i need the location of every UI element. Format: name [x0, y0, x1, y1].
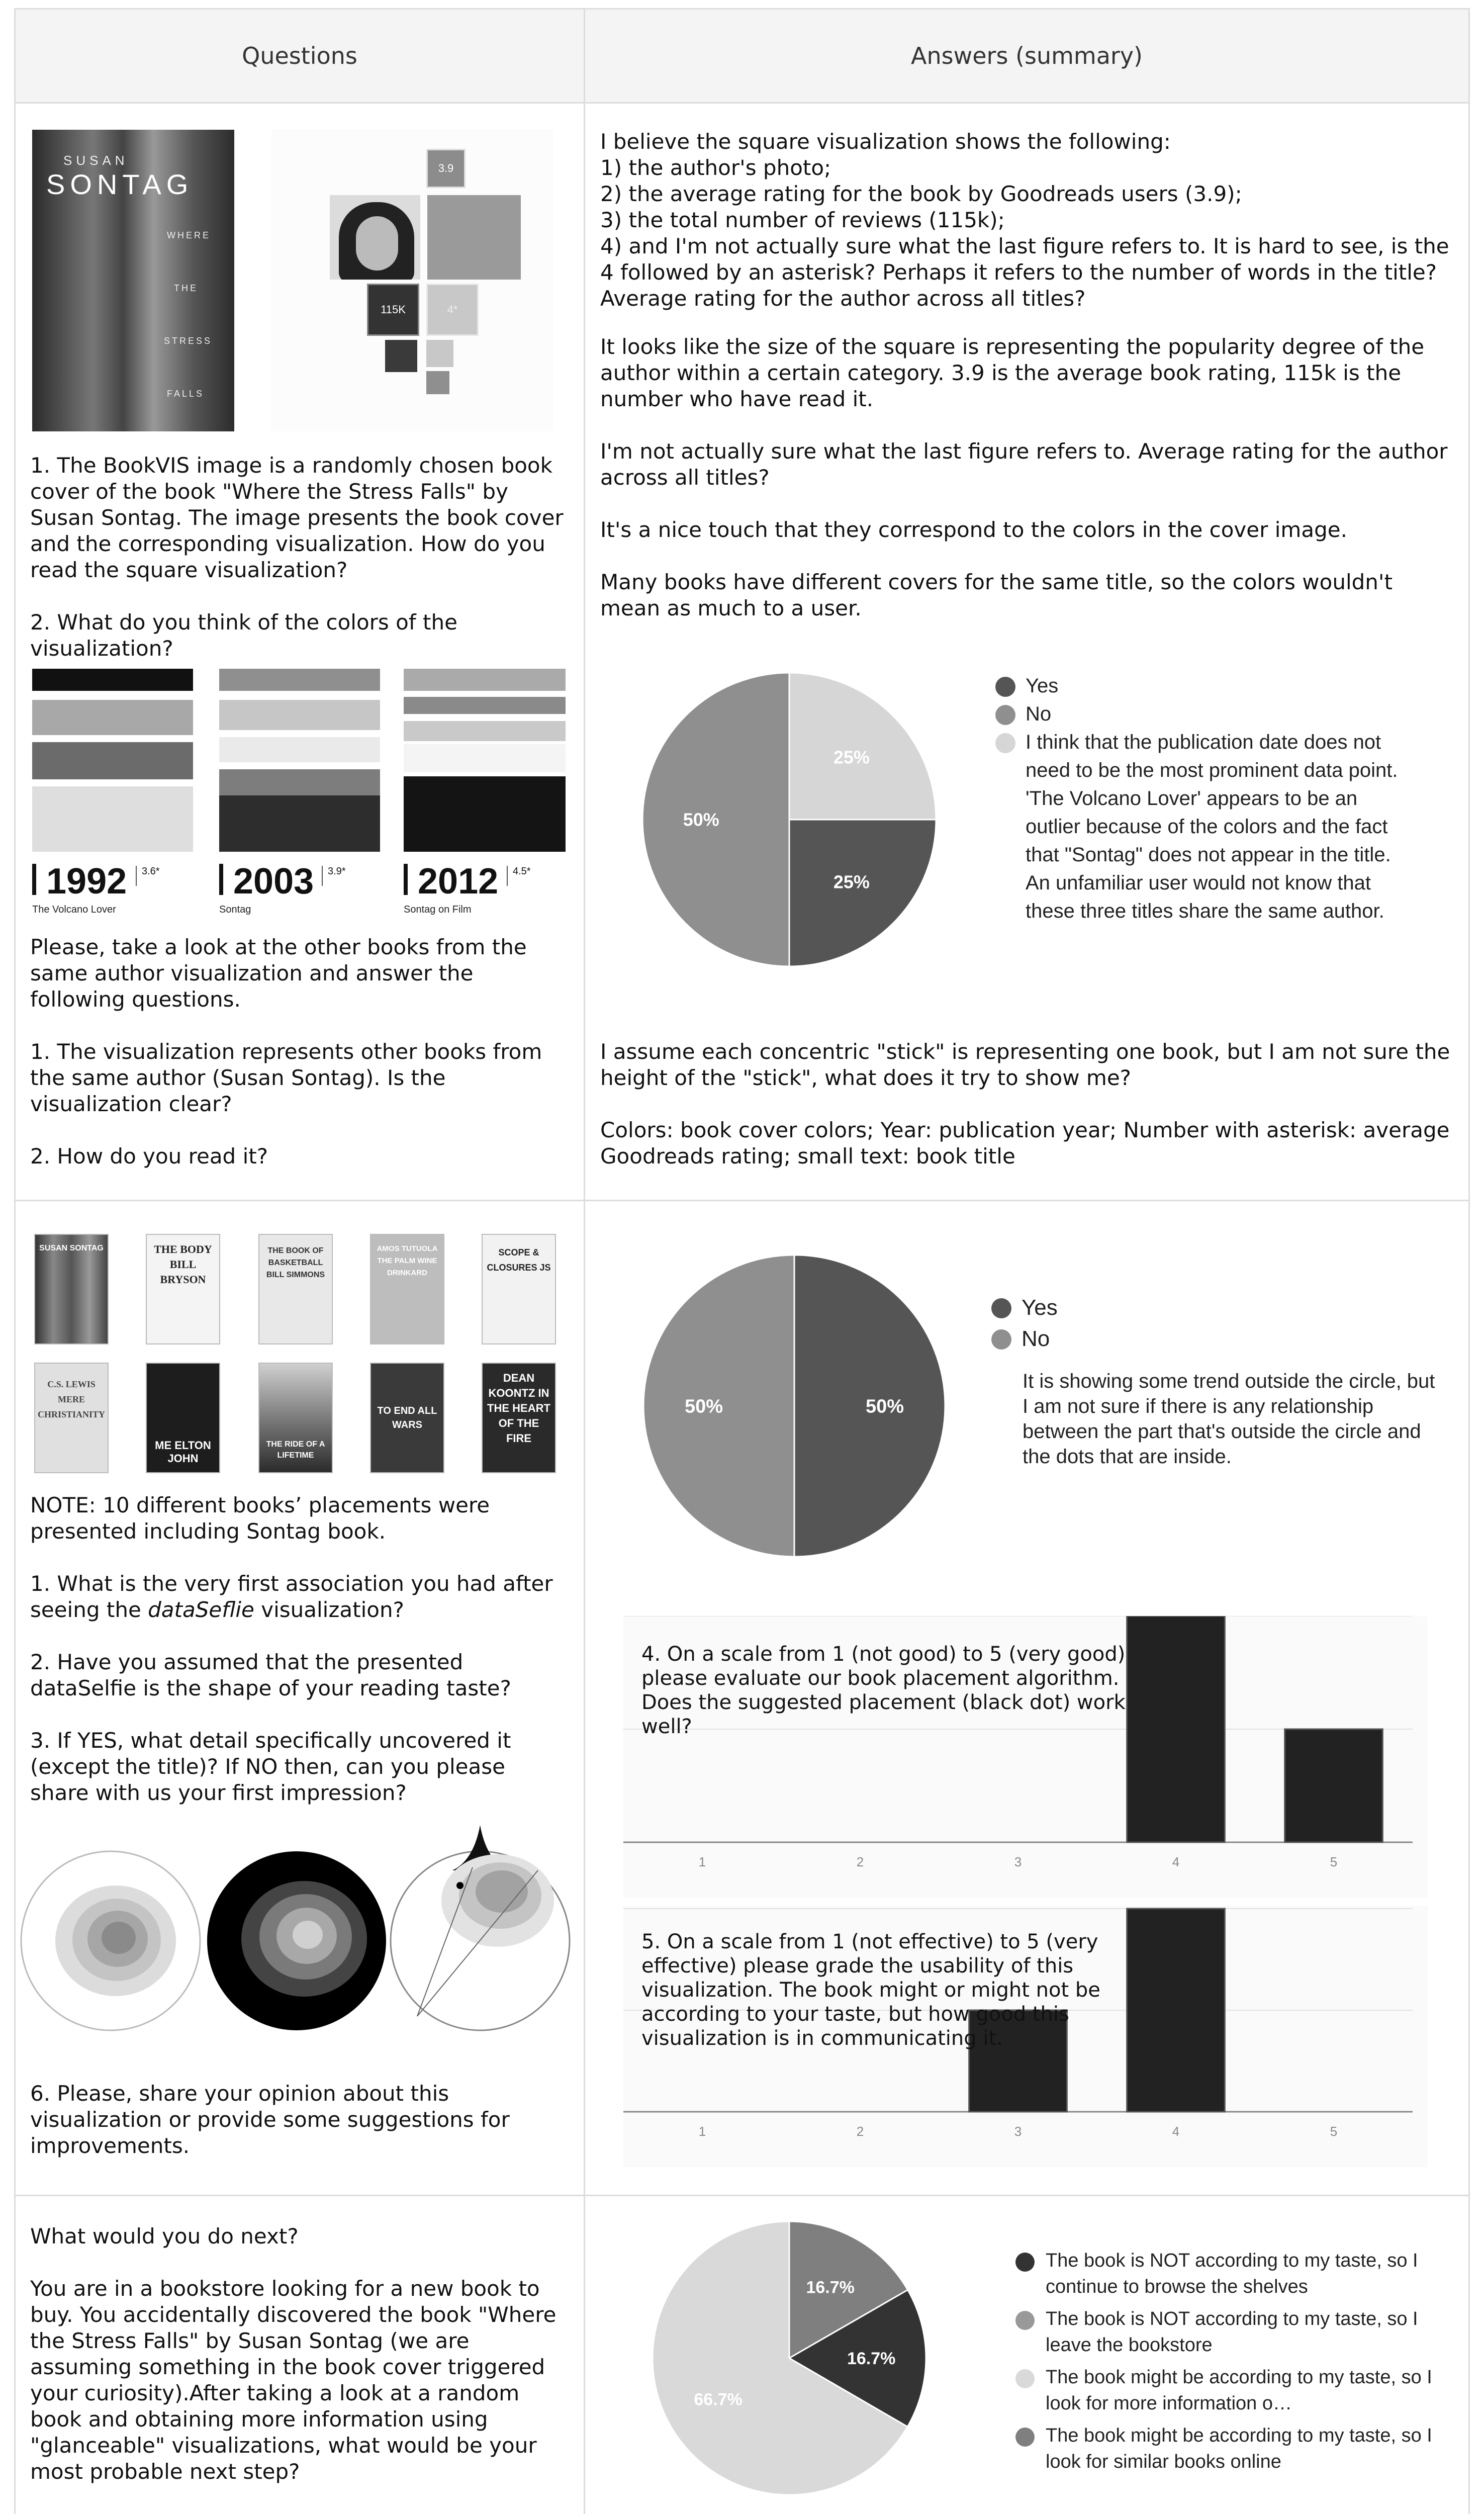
answer-stick: I assume each concentric "stick" is representing one book, but I am not sure the height of the "stick", what does it try to show me? [600, 1039, 1457, 1090]
legend-label: Yes [1022, 1295, 1058, 1320]
year-marker [404, 864, 408, 895]
thumb-label: AMOS TUTUOLA THE PALM WINE DRINKARD [377, 1244, 438, 1277]
axis-tick-label: 1 [698, 1854, 706, 1869]
pie-value-label: 16.7% [806, 2278, 855, 2297]
question-text: visualization? [254, 1597, 404, 1622]
stick-vis-2003 [219, 669, 380, 852]
pie-value-label: 50% [684, 1396, 723, 1417]
year-label: 1992 [46, 861, 127, 902]
pie-chart-association [638, 1250, 950, 1562]
legend-item [995, 700, 1408, 728]
legend-swatch [1015, 2428, 1035, 2447]
axis-tick-label: 1 [698, 2124, 706, 2139]
legend-item [1015, 2306, 1448, 2358]
book-title-label: The Volcano Lover [32, 904, 116, 915]
square-small [385, 340, 417, 372]
book-thumbnail [258, 1363, 333, 1473]
book-thumbnail [370, 1363, 444, 1473]
color-band [404, 669, 566, 691]
bar [1285, 1729, 1383, 1842]
legend-swatch [995, 705, 1015, 725]
legend-item [995, 672, 1408, 700]
pie-chart-colors [638, 669, 940, 970]
book-title-label: Sontag [219, 904, 251, 915]
square-small [426, 371, 449, 394]
square-small [426, 340, 453, 367]
thumb-label: SUSAN SONTAG [39, 1244, 104, 1252]
legend-item [991, 1292, 1429, 1323]
axis-tick-label: 4 [1172, 2124, 1180, 2139]
question-text: 1. What is the very first association you had after seeing the [30, 1571, 553, 1622]
stick-vis-1992 [32, 669, 193, 852]
thumb-label: THE RIDE OF A LIFETIME [266, 1440, 325, 1460]
pie-value-label: 25% [833, 871, 870, 892]
year-divider [507, 866, 508, 886]
stick-vis-2012 [404, 669, 566, 852]
intro-text: Please, take a look at the other books from the same author visualization and answer the following questions. [30, 935, 527, 1012]
cover-title-word: STRESS [164, 336, 213, 346]
rating-label: 3.6* [142, 866, 160, 877]
legend-label: Yes [1026, 675, 1059, 697]
year-divider [322, 866, 323, 886]
question-colors: 2. What do you think of the colors of the visualization? [30, 610, 457, 661]
question-reading-taste: 2. Have you assumed that the presented dataSelfie is the shape of your reading taste? [30, 1650, 511, 1700]
color-band [404, 744, 566, 772]
question-clear: 1. The visualization represents other books from the same author (Susan Sontag). Is the visualization clear? [30, 1039, 542, 1116]
color-band [219, 700, 380, 730]
question-square-vis: 1. The BookVIS image is a randomly chosen book cover of the book "Where the Stress Falls" by Susan Sontag. The image presents the book cover and the corresponding visualization. How do you read the square visualization? [30, 453, 564, 582]
square-visualization [271, 130, 553, 431]
book-cover [32, 130, 234, 431]
answer-different-covers: Many books have different covers for the same title, so the colors wouldn't mean as much to a user. [600, 570, 1400, 620]
answer-square-reading: I believe the square visualization shows the following: 1) the author's photo; 2) the average rating for the book by Goodreads users (3.9); 3) the total number of reviews (115k); 4) and I'm not actually sure what the last figure refers to. It is hard to see, is the 4 followed by an asterisk? Perhaps it refers to the number of words in the title? Average rating for the author across all titles? [600, 129, 1449, 311]
dataselfie-circles [20, 1820, 578, 2041]
book-thumbnail [482, 1234, 556, 1344]
bar-chart-2-title: 5. On a scale from 1 (not effective) to 5 (very effective) please grade the usability of this visualization. The book might or might not be according to your taste, but how good this visualization is in communicating it. [641, 1930, 1100, 2050]
legend-swatch [1015, 2253, 1035, 2272]
question-opinion: 6. Please, share your opinion about this visualization or provide some suggestions for improvements. [30, 2081, 510, 2158]
rating-label: 4.5* [513, 866, 531, 877]
pie-value-label: 16.7% [847, 2349, 896, 2369]
thumb-label: THE BODY BILL BRYSON [154, 1243, 212, 1286]
legend-label: The book might be according to my taste, so I look for similar books online [1046, 2425, 1432, 2472]
section2-questions [30, 1492, 568, 1832]
cover-author-line2: SONTAG [46, 168, 194, 200]
legend-label: The book is NOT according to my taste, so I continue to browse the shelves [1046, 2250, 1418, 2297]
pie-value-label: 25% [833, 747, 870, 768]
axis-tick-label: 5 [1330, 2124, 1338, 2139]
cover-author-line1: SUSAN [63, 153, 129, 168]
cover-title-word: FALLS [167, 389, 205, 399]
thumb-label: C.S. LEWIS MERE CHRISTIANITY [37, 1379, 106, 1419]
legend-swatch [991, 1298, 1011, 1318]
legend-swatch [995, 677, 1015, 697]
year-label: 2003 [233, 861, 314, 902]
square-large [427, 195, 521, 280]
color-band [32, 742, 193, 779]
bar-chart-placement [623, 1616, 1428, 1898]
thumb-label: ME ELTON JOHN [155, 1439, 211, 1465]
legend-swatch [1015, 2369, 1035, 2388]
association-answer: It is showing some trend outside the circle, but I am not sure if there is any relationship between the part that's outside the circle and the dots that are inside. [1023, 1370, 1435, 1468]
color-band [32, 786, 193, 852]
square-reviews [367, 284, 419, 336]
legend-item [1015, 2422, 1448, 2475]
selfie-blob [293, 1921, 323, 1949]
legend-label: I think that the publication date does not need to be the most prominent data point. 'The Volcano Lover' appears to be an outlier because of the colors and the fact that "Sontag" does not appear in the title. An unfamiliar user would not know that these three titles share the same author. [1026, 731, 1398, 922]
legend-swatch [995, 733, 1015, 753]
color-band [32, 700, 193, 735]
question-emphasis: dataSeflie [148, 1597, 254, 1622]
bar [1127, 1909, 1225, 2112]
book-thumbnail [34, 1363, 109, 1473]
square-star-value: 4* [447, 303, 458, 316]
pie-value-label: 50% [683, 809, 719, 830]
book-thumbnail [34, 1234, 109, 1344]
author-photo-face [356, 216, 398, 271]
answers-header: Answers (summary) [911, 42, 1143, 69]
author-photo-square [330, 195, 420, 280]
questions-header: Questions [242, 42, 357, 69]
pie1-legend [995, 672, 1408, 925]
axis-tick-label: 5 [1330, 1854, 1338, 1869]
color-band [219, 769, 380, 795]
thumb-label: TO END ALL WARS [377, 1405, 437, 1430]
book-thumbnail [482, 1363, 556, 1473]
answer-colors-touch: It's a nice touch that they correspond to the colors in the cover image. [600, 517, 1347, 542]
cover-title-word: THE [174, 283, 198, 293]
square-reviews-value: 115K [381, 303, 406, 316]
legend-label: The book might be according to my taste, so I look for more information o… [1046, 2367, 1432, 2414]
year-divider [136, 866, 137, 886]
pie2-legend [991, 1292, 1429, 1355]
axis-tick-label: 2 [856, 2124, 864, 2139]
axis-tick-label: 3 [1014, 1854, 1022, 1869]
section3-questions [30, 2223, 568, 2511]
pie-slice [789, 673, 936, 820]
legend-item [991, 1323, 1429, 1355]
color-band [404, 721, 566, 741]
pie3-legend [1015, 2248, 1448, 2475]
color-band [404, 776, 566, 852]
placement-dot [456, 1882, 463, 1889]
square-rating [426, 149, 466, 188]
color-band [219, 795, 380, 852]
year-label: 2012 [418, 861, 499, 902]
question-detail: 3. If YES, what detail specifically uncovered it (except the title)? If NO then, can you please share with us your first impression? [30, 1728, 511, 1805]
bar-chart-usability [623, 1906, 1428, 2167]
thumb-label: SCOPE & CLOSURES JS [487, 1247, 551, 1273]
legend-item [1015, 2364, 1448, 2416]
legend-label: No [1022, 1326, 1050, 1351]
note-text: NOTE: 10 different books’ placements were presented including Sontag book. [30, 1493, 490, 1544]
section1-questions [30, 453, 568, 688]
color-band [404, 697, 566, 714]
legend-label: The book is NOT according to my taste, so I leave the bookstore [1046, 2308, 1418, 2356]
selfie-blob [102, 1922, 136, 1954]
year-marker [32, 864, 36, 895]
question-suggestions [30, 2081, 568, 2185]
square-rating-value: 3.9 [438, 162, 454, 174]
color-band [219, 737, 380, 762]
thumb-label: THE BOOK OF BASKETBALL BILL SIMMONS [266, 1246, 325, 1279]
color-band [219, 669, 380, 691]
answer-size: It looks like the size of the square is representing the popularity degree of the author within a certain category. 3.9 is the average book rating, 115k is the number who have read it. [600, 334, 1431, 411]
question-first-association [30, 1571, 568, 1623]
color-band [32, 669, 193, 691]
pie-value-label: 66.7% [694, 2390, 743, 2409]
pie-chart-next-step [648, 2217, 930, 2499]
book-title-label: Sontag on Film [404, 904, 472, 915]
book-thumbnail [146, 1234, 220, 1344]
legend-label: No [1026, 703, 1052, 725]
cover-title-word: WHERE [167, 230, 211, 240]
answer-last-figure: I'm not actually sure what the last figure refers to. Average rating for the author across all titles? [600, 439, 1454, 490]
answer-legend: Colors: book cover colors; Year: publication year; Number with asterisk: average Goodreads rating; small text: book title [600, 1118, 1456, 1169]
book-thumbnail [258, 1234, 333, 1344]
pie-slice [789, 820, 936, 966]
axis-tick-label: 4 [1172, 1854, 1180, 1869]
book-thumbnail [370, 1234, 444, 1344]
question-read: 2. How do you read it? [30, 1144, 268, 1169]
axis-tick-label: 3 [1014, 2124, 1022, 2139]
section1-questions-2 [30, 934, 568, 1196]
square-star [426, 284, 479, 336]
year-marker [219, 864, 223, 895]
book-thumbnail [146, 1363, 220, 1473]
legend-item [995, 728, 1408, 925]
question-next: What would you do next? [30, 2224, 299, 2249]
pie-value-label: 50% [865, 1396, 904, 1417]
axis-tick-label: 2 [856, 1854, 864, 1869]
scenario-text: You are in a bookstore looking for a new book to buy. You accidentally discovered the book "Where the Stress Falls" by Susan Sontag (we are assuming something in the book cover triggered your curiosity).After taking a look at a random book and obtaining more information using "glanceable" visualizations, what would be your most probable next step? [30, 2276, 556, 2484]
rating-label: 3.9* [328, 866, 346, 877]
thumb-label: DEAN KOONTZ IN THE HEART OF THE FIRE [487, 1372, 550, 1445]
legend-swatch [1015, 2311, 1035, 2330]
legend-swatch [991, 1329, 1011, 1350]
bar-chart-1-title: 4. On a scale from 1 (not good) to 5 (very good) please evaluate our book placement algorithm. Does the suggested placement (black dot) work well? [641, 1643, 1126, 1738]
legend-item [1015, 2248, 1448, 2300]
